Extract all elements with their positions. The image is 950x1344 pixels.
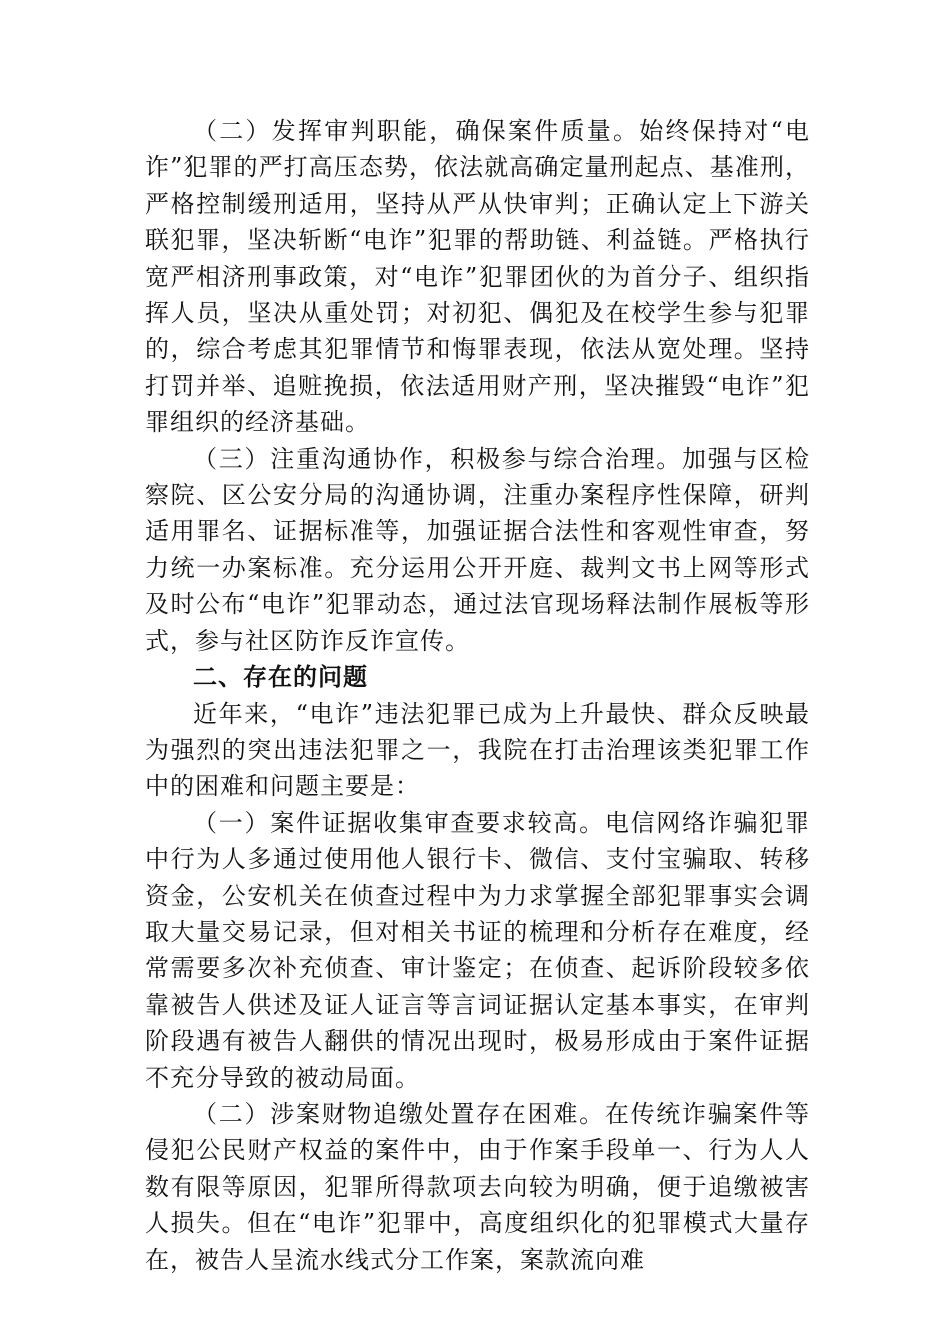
- paragraph-property-recovery: （二）涉案财物追缴处置存在困难。在传统诈骗案件等侵犯公民财产权益的案件中，由于作案手段单一、行为人人数有限等原因，犯罪所得款项去向较为明确，便于追缴被害人损失。但在“电诈”犯罪中，高度组织化的犯罪模式大量存在，被告人呈流水线式分工作案，案款流向难: [145, 1099, 810, 1274]
- section-heading-existing-problems: 二、存在的问题: [193, 663, 368, 692]
- paragraph-communication-cooperation: （三）注重沟通协作，积极参与综合治理。加强与区检察院、区公安分局的沟通协调，注重办案程序性保障，研判适用罪名、证据标准等，加强证据合法性和客观性审查，努力统一办案标准。充分运用公开开庭、裁判文书上网等形式及时公布“电诈”犯罪动态，通过法官现场释法制作展板等形式，参与社区防诈反诈宣传。: [145, 444, 810, 655]
- paragraph-evidence-collection: （一）案件证据收集审查要求较高。电信网络诈骗犯罪中行为人多通过使用他人银行卡、微信、支付宝骗取、转移资金，公安机关在侦查过程中为力求掌握全部犯罪事实会调取大量交易记录，但对相关书证的梳理和分析存在难度，经常需要多次补充侦查、审计鉴定；在侦查、起诉阶段较多依靠被告人供述及证人证言等言词证据认定基本事实，在审判阶段遇有被告人翻供的情况出现时，极易形成由于案件证据不充分导致的被动局面。: [145, 808, 810, 1092]
- paragraph-trial-function: （二）发挥审判职能，确保案件质量。始终保持对“电诈”犯罪的严打高压态势，依法就高确定量刑起点、基准刑，严格控制缓刑适用，坚持从严从快审判；正确认定上下游关联犯罪，坚决斩断“电诈”犯罪的帮助链、利益链。严格执行宽严相济刑事政策，对“电诈”犯罪团伙的为首分子、组织指挥人员，坚决从重处罚；对初犯、偶犯及在校学生参与犯罪的，综合考虑其犯罪情节和悔罪表现，依法从宽处理。坚持打罚并举、追赃挽损，依法适用财产刑，坚决摧毁“电诈”犯罪组织的经济基础。: [145, 117, 810, 437]
- document-page: [145, 113, 810, 1278]
- paragraph-problems-intro: 近年来，“电诈”违法犯罪已成为上升最快、群众反映最为强烈的突出违法犯罪之一，我院在打击治理该类犯罪工作中的困难和问题主要是：: [145, 699, 810, 801]
